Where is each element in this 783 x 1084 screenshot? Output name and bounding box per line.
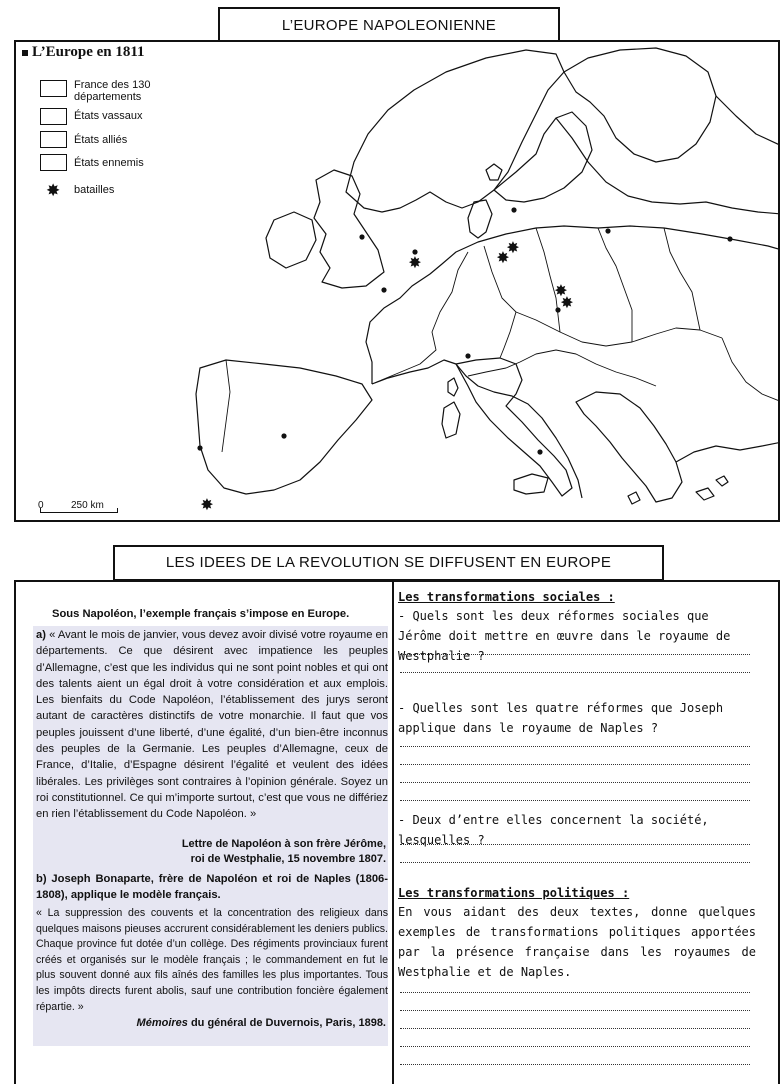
political-heading: Les transformations politiques : [398, 886, 630, 900]
answer-line[interactable] [400, 844, 750, 845]
section-title-text: LES IDEES DE LA REVOLUTION SE DIFFUSENT EN EUROPE [165, 554, 612, 571]
document-b-source-rest: du général de Duvernois, Paris, 1898. [187, 1017, 386, 1029]
map-heading-text: L’Europe en 1811 [32, 44, 145, 60]
star-icon: ✸ [46, 181, 61, 200]
page-title-text: L’EUROPE NAPOLEONIENNE [281, 17, 497, 34]
document-a-source [182, 837, 386, 867]
social-question-2: - Quelles sont les quatre réformes que Joseph applique dans le royaume de Naples ? [398, 701, 724, 735]
scale-tick [40, 508, 41, 513]
answer-line[interactable] [400, 1046, 750, 1047]
document-a-source-line1: Lettre de Napoléon à son frère Jérôme, [181, 838, 386, 850]
bullet-square-icon [22, 50, 28, 56]
answer-line[interactable] [400, 764, 750, 765]
document-a-source-line2: roi de Westphalie, 15 novembre 1807. [190, 853, 386, 865]
answer-line[interactable] [400, 800, 750, 801]
scale-bar [40, 512, 118, 513]
document-a-text [36, 627, 388, 823]
legend-label-vassal: États vassaux [74, 110, 143, 122]
svg-text:✸: ✸ [200, 495, 214, 514]
map-heading [22, 44, 145, 61]
answer-line[interactable] [400, 746, 750, 747]
answer-line[interactable] [400, 992, 750, 993]
document-b-quote: « La suppression des couvents et la concentration des religieux dans quelques maisons pieuses accrurent considérablement les deniers publics. Chaque province fut dotée d’un collège. Des régiments provinciaux furent créés et organisés sur le modèle français ; le commandement en fut le plus souvent donné aux fils aînés des familles les plus importantes. Tous les impôts directs furent abolis, sauf une contribution foncière également répartie. » [36, 907, 388, 1013]
answer-line[interactable] [400, 1010, 750, 1011]
political-question: En vous aidant des deux textes, donne quelques exemples de transformations politiques apportées par la présence française dans les royaumes de Westphalie et de Naples. [398, 905, 756, 979]
legend-label-battles: batailles [74, 184, 115, 196]
answer-line[interactable] [400, 782, 750, 783]
svg-text:✸: ✸ [408, 253, 422, 272]
social-question-1: - Quels sont les deux réformes sociales que Jérôme doit mettre en œuvre dans le royaume de Westphalie ? [398, 609, 731, 663]
document-b-source [137, 1016, 386, 1031]
legend-swatch-enemy [40, 154, 67, 171]
scale-zero: 0 [38, 500, 44, 511]
answer-line[interactable] [400, 1028, 750, 1029]
document-b-source-title: Mémoires [136, 1017, 188, 1029]
scale-tick [117, 508, 118, 513]
legend-label-france: France des 130 départements [74, 79, 151, 103]
document-a-quote: « Avant le mois de janvier, vous devez avoir divisé votre royaume en départements. Ce que désirent avec impatience les peuples d’Allemagne, c’est que les individus qui ne sont point nobles et qui ont des talents aient un égal droit à votre considération et aux emplois. Les bienfaits du Code Napoléon, l’établissement des jurys seront autant de caractères distinctifs de votre monarchie. Il faut que vos peuples jouissent d’une liberté, d’une égalité, d’un bien-être inconnus des peuples de la Germanie. Les peuples d’Allemagne, ceux de France, d’Italie, d’Espagne désirent l’égalité et veulent des idées libérales. Les privilèges sont contraires à l’opinion générale. Soyez un roi constitutionnel. Ce qui m’importe surtout, c’est que vous ne différiez en rien l’établissement du Code Napoléon. » [36, 629, 388, 821]
legend-swatch-france [40, 80, 67, 97]
svg-text:✸: ✸ [560, 293, 574, 312]
answer-line[interactable] [400, 862, 750, 863]
documents-intro: Sous Napoléon, l’exemple français s’impose en Europe. [52, 608, 350, 620]
map-panel [14, 40, 780, 522]
legend-swatch-allied [40, 131, 67, 148]
answer-line[interactable] [400, 1064, 750, 1065]
page-title [218, 7, 560, 44]
legend-label-allied: États alliés [74, 134, 128, 146]
document-a-label: a) [36, 629, 46, 641]
legend-label-enemy: États ennemis [74, 157, 144, 169]
document-b-heading: b) Joseph Bonaparte, frère de Napoléon et roi de Naples (1806-1808), applique le modèle français. [36, 873, 388, 901]
svg-text:✸: ✸ [496, 248, 510, 267]
social-question-3: - Deux d’entre elles concernent la société, lesquelles ? [398, 813, 709, 847]
documents-box [33, 626, 388, 1046]
scale-distance: 250 km [71, 500, 104, 511]
svg-text:✸: ✸ [506, 238, 520, 257]
answer-line[interactable] [400, 654, 750, 655]
section-title [113, 545, 664, 581]
answer-line[interactable] [400, 672, 750, 673]
column-divider [392, 580, 394, 1084]
legend-swatch-vassal [40, 108, 67, 125]
svg-text:✸: ✸ [554, 281, 568, 300]
social-heading: Les transformations sociales : [398, 590, 615, 604]
